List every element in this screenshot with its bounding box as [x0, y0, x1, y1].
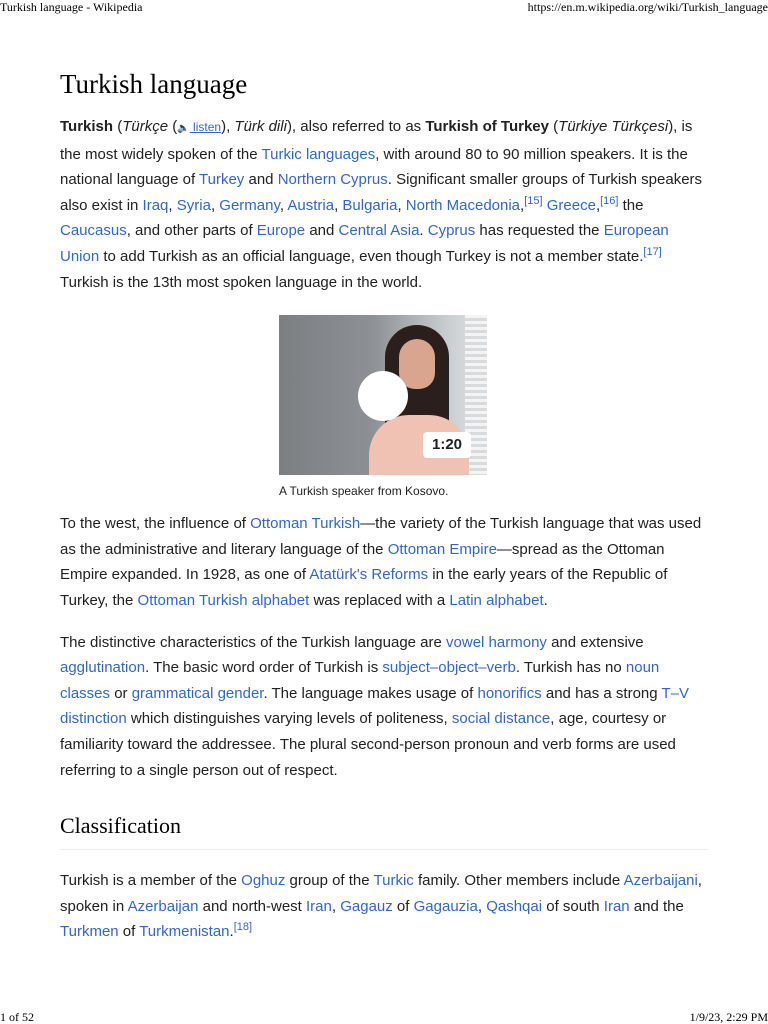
wiki-link[interactable]: Latin alphabet [449, 591, 544, 609]
classification-section [60, 811, 708, 945]
wiki-link[interactable]: North Macedonia [405, 196, 521, 214]
citation-ref[interactable]: [15] [524, 194, 543, 207]
text-run: , [210, 196, 220, 214]
wiki-link[interactable]: Azerbaijani [623, 872, 698, 890]
text-run: To the west, the influence of [60, 515, 251, 533]
text-run: , [168, 196, 177, 214]
citation-ref[interactable]: [17] [643, 245, 662, 258]
text-run: Turkish is the 13th most spoken language in the world. [60, 273, 423, 291]
wiki-link[interactable]: Azerbaijan [127, 897, 199, 915]
print-url: https://en.m.wikipedia.org/wiki/Turkish_language [527, 0, 768, 14]
wiki-link[interactable]: Ottoman Turkish [250, 515, 361, 533]
bold-term: Turkish of Turkey [425, 118, 549, 135]
text-run: ( [113, 118, 123, 135]
wiki-link[interactable]: grammatical gender [131, 684, 264, 702]
text-run: , [397, 196, 406, 214]
text-run: or [110, 684, 132, 702]
italic-term: Türk dili [234, 118, 287, 135]
wiki-link[interactable]: T–V distinction [60, 684, 690, 728]
italic-term: Türkiye Türkçesi [558, 118, 669, 135]
text-run: and [244, 171, 278, 189]
wiki-link[interactable]: noun classes [60, 659, 660, 702]
text-run: and [305, 222, 339, 240]
speaker-face [399, 339, 435, 389]
text-run: , [334, 196, 343, 214]
text-run: —the variety of the Turkish language that was used as the administrative and literary language of the [60, 515, 702, 558]
wiki-link[interactable]: Gagauzia [413, 897, 478, 915]
text-run: ), [221, 118, 235, 135]
text-run: . The basic word order of Turkish is [145, 659, 383, 677]
wiki-link[interactable]: Qashqai [486, 897, 543, 915]
text-run: in the early years of the Republic of Turkey, the [60, 566, 668, 609]
text-run: and has a strong [541, 684, 662, 702]
wiki-link[interactable]: Turkic [373, 872, 414, 890]
text-run: which distinguishes varying levels of politeness, [126, 710, 452, 728]
text-run: —spread as the Ottoman Empire expanded. In 1928, as one of [60, 540, 665, 584]
wiki-link[interactable]: Iran [306, 897, 332, 915]
video-duration: 1:20 [423, 432, 471, 458]
text-run: the [618, 196, 644, 214]
lead-paragraph [60, 114, 708, 295]
text-run: . [229, 923, 234, 941]
text-run: . The language makes usage of [263, 684, 478, 702]
text-run: group of the [285, 872, 374, 890]
ottoman-paragraph [60, 511, 708, 613]
citation-ref[interactable]: [16] [600, 194, 619, 207]
speaker-icon[interactable]: 🔈 [177, 123, 190, 134]
wiki-link[interactable]: Turkic languages [261, 145, 376, 163]
wiki-link[interactable]: Atatürk's Reforms [309, 566, 429, 584]
print-header [0, 0, 768, 14]
wiki-link[interactable]: Cyprus [427, 222, 476, 240]
wiki-link[interactable]: Turkmen [60, 923, 119, 941]
text-run: and north-west [198, 897, 307, 915]
text-run: , [279, 196, 288, 214]
text-run: . Turkish has no [515, 659, 626, 677]
text-run: , with around 80 to 90 million speakers. It is the national language of [60, 145, 688, 189]
text-run: and the [629, 897, 684, 915]
wiki-link[interactable]: Greece [546, 196, 596, 214]
print-page-number: 1 of 52 [0, 1010, 34, 1024]
wiki-link[interactable]: agglutination [60, 659, 146, 677]
text-run: , age, courtesy or familiarity toward the addressee. The plural second-person pronoun and verb forms are used referring to a single person out of respect. [60, 710, 676, 779]
wiki-link[interactable]: subject–object–verb [382, 659, 516, 677]
wiki-link[interactable]: European Union [60, 222, 669, 265]
wiki-link[interactable]: Northern Cyprus [277, 171, 388, 189]
wiki-link[interactable]: Ottoman Turkish alphabet [137, 591, 310, 609]
text-run: , [520, 196, 525, 214]
wiki-link[interactable]: Bulgaria [342, 196, 398, 214]
article-content [60, 66, 708, 945]
page-title: Turkish language [60, 69, 248, 99]
text-run: . [419, 222, 428, 240]
text-run: ), also referred to as [286, 118, 426, 135]
listen-link[interactable]: listen [189, 120, 222, 134]
wiki-link[interactable]: Iraq [142, 196, 169, 214]
wiki-link[interactable]: vowel harmony [446, 633, 547, 651]
text-run: of [392, 897, 414, 915]
video-caption: A Turkish speaker from Kosovo. [279, 484, 449, 499]
wiki-link[interactable]: Austria [287, 196, 335, 214]
text-run: , [331, 897, 341, 915]
text-run: Turkish is a member of the [60, 872, 242, 890]
bold-term: Turkish [60, 118, 114, 135]
wiki-link[interactable]: Turkey [199, 171, 245, 189]
print-footer [0, 1010, 768, 1024]
text-run: , spoken in [60, 872, 702, 915]
text-run: , [477, 897, 487, 915]
italic-term: Türkçe [122, 118, 169, 135]
wiki-link[interactable]: Germany [219, 196, 280, 214]
wiki-link[interactable]: Ottoman Empire [387, 540, 497, 558]
text-run: . [543, 591, 548, 609]
wiki-link[interactable]: social distance [451, 710, 551, 728]
wiki-link[interactable]: Oghuz [241, 872, 286, 890]
text-run: was replaced with a [309, 591, 450, 609]
citation-ref[interactable]: [18] [233, 921, 253, 934]
wiki-link[interactable]: honorifics [477, 684, 542, 702]
text-run: , [595, 196, 601, 214]
text-run: has requested the [475, 222, 604, 240]
text-run: and extensive [546, 633, 644, 651]
text-run: ( [168, 118, 178, 135]
classification-paragraph [60, 868, 708, 945]
play-icon[interactable] [358, 371, 408, 421]
text-run: family. Other members include [413, 872, 624, 890]
text-run: ( [548, 118, 559, 135]
print-page-title: Turkish language - Wikipedia [0, 0, 143, 14]
wiki-link[interactable]: Caucasus [60, 222, 127, 240]
text-run: to add Turkish as an official language, even though Turkey is not a member state. [99, 247, 644, 265]
section-heading-classification[interactable]: Classification [60, 811, 708, 850]
text-run: of south [542, 897, 604, 915]
print-timestamp: 1/9/23, 2:29 PM [689, 1010, 768, 1024]
wiki-link[interactable]: Europe [256, 222, 306, 240]
text-run: of [118, 923, 140, 941]
wiki-link[interactable]: Central Asia [338, 222, 420, 240]
wiki-link[interactable]: Syria [176, 196, 211, 214]
text-run: . Significant smaller groups of Turkish speakers also exist in [60, 171, 703, 214]
wiki-link[interactable]: Turkmenistan [139, 923, 230, 941]
wiki-link[interactable]: Gagauz [340, 897, 393, 915]
video-figure [60, 315, 708, 497]
text-run: , and other parts of [126, 222, 257, 240]
wiki-link[interactable]: Iran [603, 897, 630, 915]
video-player[interactable] [279, 315, 487, 475]
text-run: ), is the most widely spoken of the [60, 118, 693, 163]
text-run: The distinctive characteristics of the Turkish language are [60, 633, 447, 651]
characteristics-paragraph [60, 630, 708, 784]
